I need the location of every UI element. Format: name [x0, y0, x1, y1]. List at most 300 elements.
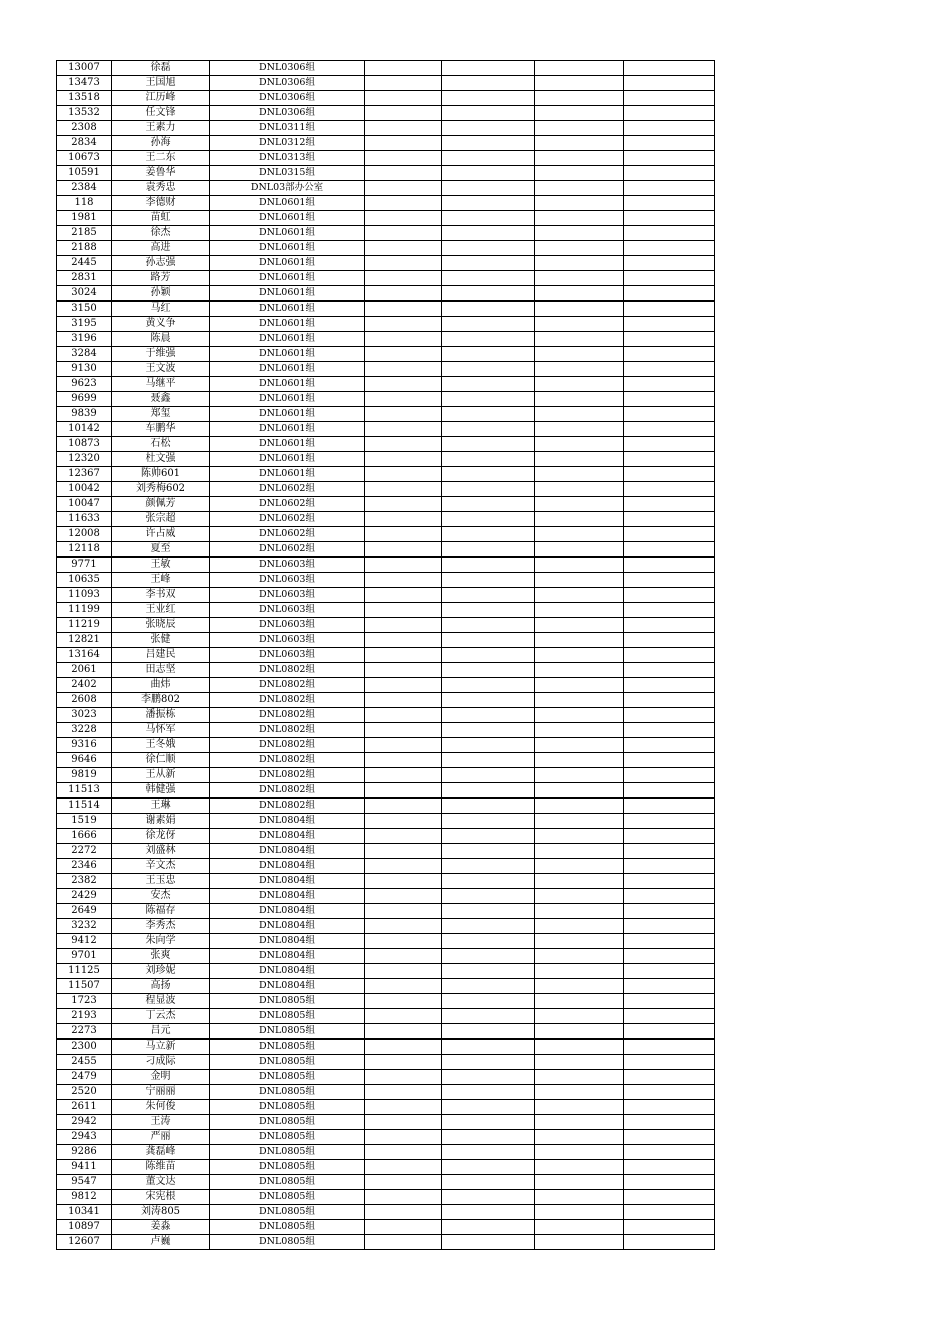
employee-id-cell[interactable]: 2429	[57, 889, 112, 904]
empty-cell[interactable]	[442, 844, 535, 859]
empty-cell[interactable]	[624, 196, 715, 211]
empty-cell[interactable]	[365, 663, 442, 678]
empty-cell[interactable]	[535, 678, 624, 693]
empty-cell[interactable]	[624, 256, 715, 271]
empty-cell[interactable]	[365, 633, 442, 648]
group-cell[interactable]: DNL0802组	[210, 753, 365, 768]
empty-cell[interactable]	[535, 588, 624, 603]
empty-cell[interactable]	[442, 1039, 535, 1055]
employee-id-cell[interactable]: 9623	[57, 377, 112, 392]
employee-id-cell[interactable]: 118	[57, 196, 112, 211]
empty-cell[interactable]	[442, 1205, 535, 1220]
empty-cell[interactable]	[365, 241, 442, 256]
empty-cell[interactable]	[365, 286, 442, 302]
employee-name-cell[interactable]: 潘振栋	[112, 708, 210, 723]
empty-cell[interactable]	[442, 738, 535, 753]
group-cell[interactable]: DNL0601组	[210, 226, 365, 241]
empty-cell[interactable]	[442, 211, 535, 226]
empty-cell[interactable]	[624, 512, 715, 527]
empty-cell[interactable]	[442, 347, 535, 362]
empty-cell[interactable]	[535, 1190, 624, 1205]
empty-cell[interactable]	[442, 437, 535, 452]
empty-cell[interactable]	[365, 332, 442, 347]
empty-cell[interactable]	[365, 452, 442, 467]
employee-name-cell[interactable]: 许占威	[112, 527, 210, 542]
employee-name-cell[interactable]: 刘珍妮	[112, 964, 210, 979]
employee-id-cell[interactable]: 10047	[57, 497, 112, 512]
employee-name-cell[interactable]: 陈帅601	[112, 467, 210, 482]
employee-name-cell[interactable]: 颜佩芳	[112, 497, 210, 512]
empty-cell[interactable]	[624, 603, 715, 618]
empty-cell[interactable]	[365, 377, 442, 392]
employee-id-cell[interactable]: 11514	[57, 798, 112, 814]
empty-cell[interactable]	[624, 392, 715, 407]
employee-id-cell[interactable]: 3284	[57, 347, 112, 362]
empty-cell[interactable]	[365, 482, 442, 497]
empty-cell[interactable]	[535, 844, 624, 859]
empty-cell[interactable]	[365, 1070, 442, 1085]
empty-cell[interactable]	[442, 151, 535, 166]
empty-cell[interactable]	[535, 241, 624, 256]
empty-cell[interactable]	[442, 588, 535, 603]
empty-cell[interactable]	[624, 452, 715, 467]
employee-name-cell[interactable]: 王涛	[112, 1115, 210, 1130]
empty-cell[interactable]	[624, 1220, 715, 1235]
empty-cell[interactable]	[365, 557, 442, 573]
empty-cell[interactable]	[442, 377, 535, 392]
empty-cell[interactable]	[365, 829, 442, 844]
empty-cell[interactable]	[535, 377, 624, 392]
empty-cell[interactable]	[442, 904, 535, 919]
group-cell[interactable]: DNL0805组	[210, 1070, 365, 1085]
employee-id-cell[interactable]: 13473	[57, 76, 112, 91]
empty-cell[interactable]	[535, 542, 624, 558]
employee-id-cell[interactable]: 9547	[57, 1175, 112, 1190]
empty-cell[interactable]	[624, 1205, 715, 1220]
empty-cell[interactable]	[535, 286, 624, 302]
employee-id-cell[interactable]: 3232	[57, 919, 112, 934]
empty-cell[interactable]	[365, 949, 442, 964]
empty-cell[interactable]	[535, 121, 624, 136]
empty-cell[interactable]	[624, 121, 715, 136]
empty-cell[interactable]	[365, 91, 442, 106]
empty-cell[interactable]	[442, 1235, 535, 1250]
empty-cell[interactable]	[624, 1235, 715, 1250]
employee-name-cell[interactable]: 王从新	[112, 768, 210, 783]
employee-name-cell[interactable]: 安杰	[112, 889, 210, 904]
employee-id-cell[interactable]: 9412	[57, 934, 112, 949]
group-cell[interactable]: DNL0602组	[210, 542, 365, 558]
employee-id-cell[interactable]: 2608	[57, 693, 112, 708]
employee-name-cell[interactable]: 朱向学	[112, 934, 210, 949]
group-cell[interactable]: DNL0601组	[210, 196, 365, 211]
empty-cell[interactable]	[442, 573, 535, 588]
employee-name-cell[interactable]: 王峰	[112, 573, 210, 588]
employee-name-cell[interactable]: 曲炜	[112, 678, 210, 693]
empty-cell[interactable]	[365, 979, 442, 994]
empty-cell[interactable]	[365, 994, 442, 1009]
empty-cell[interactable]	[442, 512, 535, 527]
group-cell[interactable]: DNL0312组	[210, 136, 365, 151]
empty-cell[interactable]	[442, 106, 535, 121]
employee-id-cell[interactable]: 2308	[57, 121, 112, 136]
empty-cell[interactable]	[365, 904, 442, 919]
empty-cell[interactable]	[624, 1145, 715, 1160]
employee-id-cell[interactable]: 3023	[57, 708, 112, 723]
employee-name-cell[interactable]: 李秀杰	[112, 919, 210, 934]
empty-cell[interactable]	[624, 633, 715, 648]
empty-cell[interactable]	[365, 1039, 442, 1055]
group-cell[interactable]: DNL0805组	[210, 994, 365, 1009]
empty-cell[interactable]	[624, 181, 715, 196]
empty-cell[interactable]	[442, 1130, 535, 1145]
employee-id-cell[interactable]: 2193	[57, 1009, 112, 1024]
empty-cell[interactable]	[442, 1055, 535, 1070]
group-cell[interactable]: DNL0603组	[210, 633, 365, 648]
empty-cell[interactable]	[365, 798, 442, 814]
group-cell[interactable]: DNL0601组	[210, 467, 365, 482]
employee-id-cell[interactable]: 12821	[57, 633, 112, 648]
employee-id-cell[interactable]: 10341	[57, 1205, 112, 1220]
employee-id-cell[interactable]: 9819	[57, 768, 112, 783]
employee-id-cell[interactable]: 11507	[57, 979, 112, 994]
empty-cell[interactable]	[624, 106, 715, 121]
employee-id-cell[interactable]: 9701	[57, 949, 112, 964]
empty-cell[interactable]	[365, 768, 442, 783]
employee-id-cell[interactable]: 13518	[57, 91, 112, 106]
group-cell[interactable]: DNL0804组	[210, 949, 365, 964]
empty-cell[interactable]	[442, 889, 535, 904]
empty-cell[interactable]	[365, 1145, 442, 1160]
empty-cell[interactable]	[624, 768, 715, 783]
group-cell[interactable]: DNL0805组	[210, 1055, 365, 1070]
empty-cell[interactable]	[442, 1009, 535, 1024]
empty-cell[interactable]	[442, 1024, 535, 1040]
empty-cell[interactable]	[442, 557, 535, 573]
employee-name-cell[interactable]: 谢素娟	[112, 814, 210, 829]
empty-cell[interactable]	[535, 1070, 624, 1085]
empty-cell[interactable]	[535, 648, 624, 663]
empty-cell[interactable]	[535, 106, 624, 121]
empty-cell[interactable]	[442, 317, 535, 332]
empty-cell[interactable]	[624, 994, 715, 1009]
group-cell[interactable]: DNL0802组	[210, 723, 365, 738]
empty-cell[interactable]	[442, 301, 535, 317]
empty-cell[interactable]	[624, 1100, 715, 1115]
group-cell[interactable]: DNL0601组	[210, 317, 365, 332]
empty-cell[interactable]	[442, 76, 535, 91]
group-cell[interactable]: DNL0805组	[210, 1024, 365, 1040]
group-cell[interactable]: DNL0804组	[210, 829, 365, 844]
empty-cell[interactable]	[535, 1009, 624, 1024]
employee-id-cell[interactable]: 11125	[57, 964, 112, 979]
employee-id-cell[interactable]: 12320	[57, 452, 112, 467]
employee-id-cell[interactable]: 10042	[57, 482, 112, 497]
empty-cell[interactable]	[624, 61, 715, 76]
empty-cell[interactable]	[535, 317, 624, 332]
group-cell[interactable]: DNL0805组	[210, 1009, 365, 1024]
group-cell[interactable]: DNL0805组	[210, 1160, 365, 1175]
empty-cell[interactable]	[442, 934, 535, 949]
empty-cell[interactable]	[442, 1160, 535, 1175]
group-cell[interactable]: DNL0601组	[210, 452, 365, 467]
employee-id-cell[interactable]: 9771	[57, 557, 112, 573]
empty-cell[interactable]	[365, 347, 442, 362]
empty-cell[interactable]	[442, 407, 535, 422]
empty-cell[interactable]	[442, 949, 535, 964]
empty-cell[interactable]	[535, 979, 624, 994]
empty-cell[interactable]	[535, 934, 624, 949]
employee-name-cell[interactable]: 路芳	[112, 271, 210, 286]
group-cell[interactable]: DNL03部办公室	[210, 181, 365, 196]
employee-name-cell[interactable]: 徐杰	[112, 226, 210, 241]
employee-name-cell[interactable]: 王玉忠	[112, 874, 210, 889]
employee-name-cell[interactable]: 马继平	[112, 377, 210, 392]
employee-name-cell[interactable]: 陈晨	[112, 332, 210, 347]
empty-cell[interactable]	[624, 1055, 715, 1070]
employee-id-cell[interactable]: 2520	[57, 1085, 112, 1100]
empty-cell[interactable]	[624, 317, 715, 332]
empty-cell[interactable]	[442, 1100, 535, 1115]
empty-cell[interactable]	[624, 979, 715, 994]
group-cell[interactable]: DNL0601组	[210, 392, 365, 407]
empty-cell[interactable]	[442, 1220, 535, 1235]
employee-id-cell[interactable]: 10897	[57, 1220, 112, 1235]
group-cell[interactable]: DNL0311组	[210, 121, 365, 136]
empty-cell[interactable]	[442, 1085, 535, 1100]
empty-cell[interactable]	[624, 829, 715, 844]
empty-cell[interactable]	[624, 527, 715, 542]
empty-cell[interactable]	[535, 949, 624, 964]
empty-cell[interactable]	[535, 61, 624, 76]
empty-cell[interactable]	[535, 362, 624, 377]
empty-cell[interactable]	[442, 1190, 535, 1205]
empty-cell[interactable]	[365, 934, 442, 949]
empty-cell[interactable]	[442, 919, 535, 934]
employee-name-cell[interactable]: 车鹏华	[112, 422, 210, 437]
empty-cell[interactable]	[442, 166, 535, 181]
empty-cell[interactable]	[442, 332, 535, 347]
group-cell[interactable]: DNL0805组	[210, 1039, 365, 1055]
empty-cell[interactable]	[535, 271, 624, 286]
employee-name-cell[interactable]: 聂鑫	[112, 392, 210, 407]
empty-cell[interactable]	[365, 1235, 442, 1250]
empty-cell[interactable]	[442, 362, 535, 377]
employee-name-cell[interactable]: 袁秀忠	[112, 181, 210, 196]
group-cell[interactable]: DNL0804组	[210, 889, 365, 904]
employee-name-cell[interactable]: 任文锋	[112, 106, 210, 121]
empty-cell[interactable]	[442, 708, 535, 723]
empty-cell[interactable]	[624, 76, 715, 91]
empty-cell[interactable]	[442, 256, 535, 271]
empty-cell[interactable]	[624, 151, 715, 166]
empty-cell[interactable]	[535, 708, 624, 723]
group-cell[interactable]: DNL0804组	[210, 919, 365, 934]
employee-id-cell[interactable]: 2942	[57, 1115, 112, 1130]
group-cell[interactable]: DNL0805组	[210, 1205, 365, 1220]
empty-cell[interactable]	[365, 588, 442, 603]
empty-cell[interactable]	[365, 1100, 442, 1115]
empty-cell[interactable]	[624, 663, 715, 678]
empty-cell[interactable]	[442, 618, 535, 633]
empty-cell[interactable]	[365, 874, 442, 889]
empty-cell[interactable]	[624, 362, 715, 377]
empty-cell[interactable]	[442, 422, 535, 437]
empty-cell[interactable]	[365, 648, 442, 663]
employee-id-cell[interactable]: 2346	[57, 859, 112, 874]
empty-cell[interactable]	[535, 1145, 624, 1160]
group-cell[interactable]: DNL0805组	[210, 1145, 365, 1160]
empty-cell[interactable]	[535, 181, 624, 196]
empty-cell[interactable]	[365, 106, 442, 121]
empty-cell[interactable]	[624, 874, 715, 889]
empty-cell[interactable]	[442, 181, 535, 196]
group-cell[interactable]: DNL0804组	[210, 979, 365, 994]
group-cell[interactable]: DNL0802组	[210, 798, 365, 814]
employee-id-cell[interactable]: 11219	[57, 618, 112, 633]
empty-cell[interactable]	[535, 783, 624, 799]
empty-cell[interactable]	[442, 874, 535, 889]
group-cell[interactable]: DNL0804组	[210, 934, 365, 949]
empty-cell[interactable]	[365, 889, 442, 904]
empty-cell[interactable]	[624, 798, 715, 814]
group-cell[interactable]: DNL0601组	[210, 271, 365, 286]
empty-cell[interactable]	[535, 437, 624, 452]
empty-cell[interactable]	[442, 648, 535, 663]
empty-cell[interactable]	[365, 467, 442, 482]
empty-cell[interactable]	[535, 573, 624, 588]
employee-id-cell[interactable]: 3228	[57, 723, 112, 738]
empty-cell[interactable]	[624, 1039, 715, 1055]
empty-cell[interactable]	[535, 964, 624, 979]
employee-name-cell[interactable]: 李鹏802	[112, 693, 210, 708]
empty-cell[interactable]	[535, 753, 624, 768]
empty-cell[interactable]	[365, 422, 442, 437]
employee-name-cell[interactable]: 江历峰	[112, 91, 210, 106]
empty-cell[interactable]	[624, 241, 715, 256]
employee-name-cell[interactable]: 吕建民	[112, 648, 210, 663]
empty-cell[interactable]	[442, 603, 535, 618]
employee-name-cell[interactable]: 张爽	[112, 949, 210, 964]
group-cell[interactable]: DNL0802组	[210, 708, 365, 723]
empty-cell[interactable]	[365, 1190, 442, 1205]
empty-cell[interactable]	[365, 1175, 442, 1190]
empty-cell[interactable]	[442, 286, 535, 302]
empty-cell[interactable]	[442, 829, 535, 844]
employee-id-cell[interactable]: 12008	[57, 527, 112, 542]
employee-name-cell[interactable]: 王文波	[112, 362, 210, 377]
empty-cell[interactable]	[535, 693, 624, 708]
empty-cell[interactable]	[624, 467, 715, 482]
group-cell[interactable]: DNL0804组	[210, 874, 365, 889]
empty-cell[interactable]	[442, 196, 535, 211]
empty-cell[interactable]	[624, 497, 715, 512]
empty-cell[interactable]	[535, 196, 624, 211]
empty-cell[interactable]	[365, 618, 442, 633]
employee-id-cell[interactable]: 3196	[57, 332, 112, 347]
empty-cell[interactable]	[624, 91, 715, 106]
empty-cell[interactable]	[535, 151, 624, 166]
empty-cell[interactable]	[624, 422, 715, 437]
empty-cell[interactable]	[624, 286, 715, 302]
empty-cell[interactable]	[535, 1039, 624, 1055]
empty-cell[interactable]	[442, 497, 535, 512]
empty-cell[interactable]	[365, 738, 442, 753]
empty-cell[interactable]	[624, 542, 715, 558]
empty-cell[interactable]	[624, 1115, 715, 1130]
empty-cell[interactable]	[624, 136, 715, 151]
empty-cell[interactable]	[624, 1070, 715, 1085]
employee-name-cell[interactable]: 杜文强	[112, 452, 210, 467]
empty-cell[interactable]	[624, 1160, 715, 1175]
empty-cell[interactable]	[365, 151, 442, 166]
empty-cell[interactable]	[365, 1085, 442, 1100]
employee-name-cell[interactable]: 郑玺	[112, 407, 210, 422]
employee-id-cell[interactable]: 10873	[57, 437, 112, 452]
empty-cell[interactable]	[624, 738, 715, 753]
group-cell[interactable]: DNL0601组	[210, 211, 365, 226]
group-cell[interactable]: DNL0802组	[210, 693, 365, 708]
empty-cell[interactable]	[535, 829, 624, 844]
employee-id-cell[interactable]: 2382	[57, 874, 112, 889]
empty-cell[interactable]	[624, 708, 715, 723]
employee-id-cell[interactable]: 13532	[57, 106, 112, 121]
group-cell[interactable]: DNL0805组	[210, 1115, 365, 1130]
empty-cell[interactable]	[624, 271, 715, 286]
group-cell[interactable]: DNL0804组	[210, 904, 365, 919]
empty-cell[interactable]	[365, 317, 442, 332]
empty-cell[interactable]	[365, 497, 442, 512]
employee-name-cell[interactable]: 董文达	[112, 1175, 210, 1190]
empty-cell[interactable]	[365, 121, 442, 136]
employee-id-cell[interactable]: 10673	[57, 151, 112, 166]
group-cell[interactable]: DNL0802组	[210, 783, 365, 799]
empty-cell[interactable]	[535, 1130, 624, 1145]
empty-cell[interactable]	[442, 121, 535, 136]
employee-name-cell[interactable]: 韩健强	[112, 783, 210, 799]
empty-cell[interactable]	[535, 768, 624, 783]
empty-cell[interactable]	[535, 814, 624, 829]
empty-cell[interactable]	[624, 934, 715, 949]
empty-cell[interactable]	[365, 166, 442, 181]
empty-cell[interactable]	[365, 271, 442, 286]
empty-cell[interactable]	[365, 226, 442, 241]
employee-name-cell[interactable]: 丁云杰	[112, 1009, 210, 1024]
empty-cell[interactable]	[624, 301, 715, 317]
employee-id-cell[interactable]: 10142	[57, 422, 112, 437]
empty-cell[interactable]	[442, 723, 535, 738]
empty-cell[interactable]	[535, 874, 624, 889]
group-cell[interactable]: DNL0804组	[210, 964, 365, 979]
employee-name-cell[interactable]: 苗虹	[112, 211, 210, 226]
employee-name-cell[interactable]: 王素力	[112, 121, 210, 136]
empty-cell[interactable]	[535, 452, 624, 467]
empty-cell[interactable]	[442, 61, 535, 76]
empty-cell[interactable]	[624, 226, 715, 241]
empty-cell[interactable]	[442, 91, 535, 106]
empty-cell[interactable]	[365, 603, 442, 618]
employee-name-cell[interactable]: 田志坚	[112, 663, 210, 678]
employee-name-cell[interactable]: 马立新	[112, 1039, 210, 1055]
empty-cell[interactable]	[535, 512, 624, 527]
empty-cell[interactable]	[624, 1085, 715, 1100]
empty-cell[interactable]	[365, 814, 442, 829]
empty-cell[interactable]	[624, 1130, 715, 1145]
empty-cell[interactable]	[535, 1220, 624, 1235]
group-cell[interactable]: DNL0805组	[210, 1190, 365, 1205]
group-cell[interactable]: DNL0805组	[210, 1100, 365, 1115]
empty-cell[interactable]	[442, 241, 535, 256]
